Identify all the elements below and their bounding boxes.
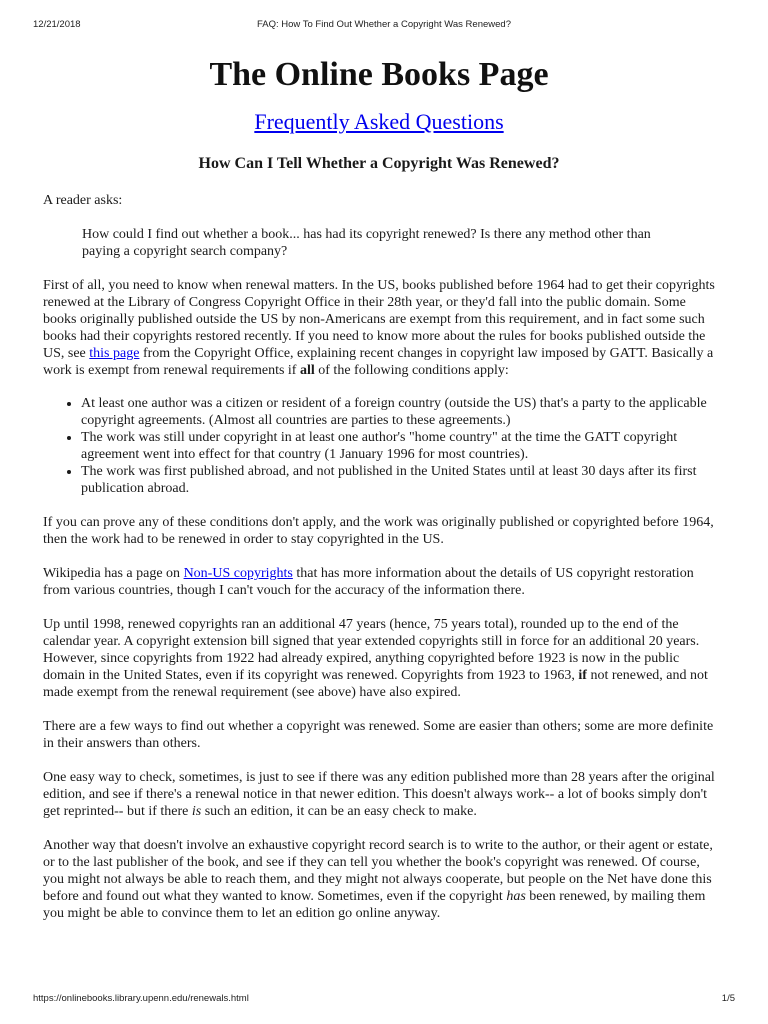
paragraph-text: of the following conditions apply: [314, 363, 509, 378]
renewal-rules-paragraph [43, 277, 715, 379]
paragraph-text: such an edition, it can be an easy check to make. [201, 804, 477, 819]
list-item: • The work was first published abroad, and not published in the United States until at least 30 days after its first publication abroad. [81, 463, 715, 497]
wikipedia-paragraph [43, 565, 715, 599]
paragraph-text: not renewed, and not made exempt from the renewal requirement (see above) have also expired. [43, 668, 708, 700]
print-footer [33, 993, 735, 1007]
page-number: 1/5 [721, 993, 735, 1004]
paragraph-text: Up until 1998, renewed copyrights ran an additional 47 years (hence, 75 years total), rounded up to the end of the calendar year. A copyright extension bill signed that year extended copyrights still in force for an additional 20 years. However, since copyrights from 1922 had already expired, anything copyrighted before 1923 is now in the public domain in the United States, even if its copyright was renewed. Copyrights from 1923 to 1963, [43, 617, 700, 683]
emphasis-text: if [578, 668, 587, 683]
copyright-office-link[interactable]: this page [89, 346, 140, 361]
faq-link-container [43, 108, 715, 136]
page-content [43, 52, 715, 922]
edition-check-paragraph [43, 769, 715, 820]
exemption-conditions-list [43, 395, 715, 497]
print-date: 12/21/2018 [33, 19, 81, 30]
reader-question-quote: How could I find out whether a book... has had its copyright renewed? Is there any method other than paying a copyright search company? [82, 227, 651, 259]
emphasis-text: all [299, 363, 315, 378]
paragraph-text: been renewed, by mailing them you might be able to convince them to let an edition go online anyway. [43, 889, 706, 921]
emphasis-text: is [191, 804, 202, 819]
paragraph-text: First of all, you need to know when renewal matters. In the US, books published before 1964 had to get their copyrights renewed at the Library of Congress Copyright Office in their 28th year, or they'd fall into the public domain. Some books originally published outside the US by non-Americans are exempt from this requirement, and in fact some such books had their copyrights restored recently. If you need to know more about the rules for books published outside the US, see [43, 278, 715, 361]
print-document-title: FAQ: How To Find Out Whether a Copyright Was Renewed? [257, 19, 511, 30]
faq-link[interactable]: Frequently Asked Questions [254, 109, 504, 134]
ways-paragraph: There are a few ways to find out whether a copyright was renewed. Some are easier than others; some are more definite in their answers than others. [43, 719, 714, 751]
reader-asks-label: A reader asks: [43, 193, 123, 208]
paragraph-text: Wikipedia has a page on [43, 566, 184, 581]
non-us-copyrights-link[interactable]: Non-US copyrights [183, 566, 293, 581]
print-header [33, 19, 735, 33]
print-url: https://onlinebooks.library.upenn.edu/renewals.html [33, 993, 249, 1004]
list-item: • At least one author was a citizen or resident of a foreign country (outside the US) that's a party to the applicable copyright agreements. (Almost all countries are parties to these agreements.) [81, 395, 715, 429]
paragraph-text: Another way that doesn't involve an exhaustive copyright record search is to write to the author, or their agent or estate, or to the last publisher of the book, and see if they can tell you whether the book's copyright was renewed. Of course, you might not always be able to reach them, and they might not always cooperate, but people on the Net have done this before and found out what they wanted to know. Sometimes, even if the copyright [43, 838, 713, 904]
paragraph-text: One easy way to check, sometimes, is just to see if there was any edition published more than 28 years after the original edition, and see if there's a renewal notice in that newer edition. This doesn't always work-- a lot of books simply don't get reprinted-- but if there [43, 770, 715, 819]
page-question-heading: How Can I Tell Whether a Copyright Was Renewed? [198, 155, 560, 172]
proof-paragraph: If you can prove any of these conditions don't apply, and the work was originally published or copyrighted before 1964, then the work had to be renewed in order to stay copyrighted in the US. [43, 515, 714, 547]
copyright-term-paragraph [43, 616, 715, 701]
list-item: • The work was still under copyright in at least one author's "home country" at the time the GATT copyright agreement went into effect for that country (1 January 1996 for most countries). [81, 429, 715, 463]
contact-author-paragraph [43, 837, 715, 922]
emphasis-text: has [506, 889, 526, 904]
site-title: The Online Books Page [209, 56, 549, 93]
paragraph-text: from the Copyright Office, explaining recent changes in copyright law imposed by GATT. Basically a work is exempt from renewal requirements if [43, 346, 714, 378]
paragraph-text: that has more information about the details of US copyright restoration from various countries, though I can't vouch for the accuracy of the information there. [43, 566, 694, 598]
